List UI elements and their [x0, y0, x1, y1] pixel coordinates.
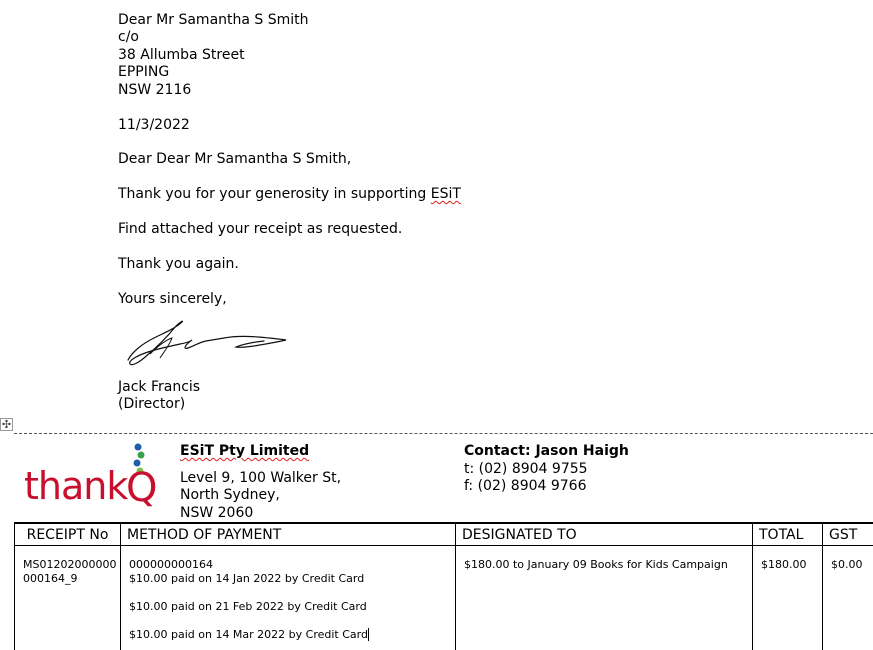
signer-name: Jack Francis	[118, 379, 200, 396]
address-line-4: NSW 2116	[118, 82, 191, 99]
payment-line: $10.00 paid on 21 Feb 2022 by Credit Card	[129, 600, 449, 614]
cell-receipt-no: MS01202000000 000164_9	[15, 546, 121, 650]
closing: Yours sincerely,	[118, 291, 227, 308]
contact-name: Contact: Jason Haigh	[464, 443, 629, 460]
contact-fax: f: (02) 8904 9766	[464, 478, 587, 495]
cell-total: $180.00	[753, 546, 823, 650]
address-line-2: 38 Allumba Street	[118, 47, 245, 64]
payment-line	[129, 628, 449, 642]
svg-text:thank: thank	[24, 464, 128, 508]
address-line-3: EPPING	[118, 64, 169, 81]
method-ref: 000000000164	[129, 558, 449, 572]
thankq-logo	[22, 441, 162, 513]
svg-text:Q: Q	[126, 465, 157, 511]
header-method: METHOD OF PAYMENT	[121, 523, 456, 546]
table-row	[15, 546, 873, 650]
company-address-2: North Sydney,	[180, 487, 280, 504]
header-designated: DESIGNATED TO	[456, 523, 753, 546]
company-name: ESiT Pty Limited	[180, 443, 309, 460]
table-move-handle[interactable]: ✣	[0, 418, 13, 431]
letter-date: 11/3/2022	[118, 117, 190, 134]
logo-dots-icon	[22, 441, 162, 513]
cell-designated: $180.00 to January 09 Books for Kids Campaign	[456, 546, 753, 650]
header-receipt-no: RECEIPT No	[15, 523, 121, 546]
thanks-org: ESiT	[431, 186, 461, 202]
payment-line: $10.00 paid on 14 Jan 2022 by Credit Card	[129, 572, 449, 586]
header-gst: GST	[823, 523, 873, 546]
thank-again-paragraph: Thank you again.	[118, 256, 239, 273]
cell-gst: $0.00	[823, 546, 873, 650]
page-separator	[14, 433, 873, 434]
contact-phone: t: (02) 8904 9755	[464, 461, 588, 478]
signature-image	[120, 314, 290, 372]
company-address-3: NSW 2060	[180, 505, 253, 522]
signer-title: (Director)	[118, 396, 185, 413]
recipient-name: Dear Mr Samantha S Smith	[118, 12, 309, 29]
company-address-1: Level 9, 100 Walker St,	[180, 470, 341, 487]
thanks-text: Thank you for your generosity in supporting	[118, 186, 431, 202]
cell-method[interactable]	[121, 546, 456, 650]
receipt-table	[14, 522, 873, 650]
thanks-paragraph	[118, 186, 461, 203]
address-line-1: c/o	[118, 29, 139, 46]
table-header-row	[15, 523, 873, 546]
header-total: TOTAL	[753, 523, 823, 546]
letter-greeting: Dear Dear Mr Samantha S Smith,	[118, 151, 351, 168]
attached-paragraph: Find attached your receipt as requested.	[118, 221, 402, 238]
text-caret: $10.00 paid on 14 Mar 2022 by Credit Card	[129, 628, 369, 641]
